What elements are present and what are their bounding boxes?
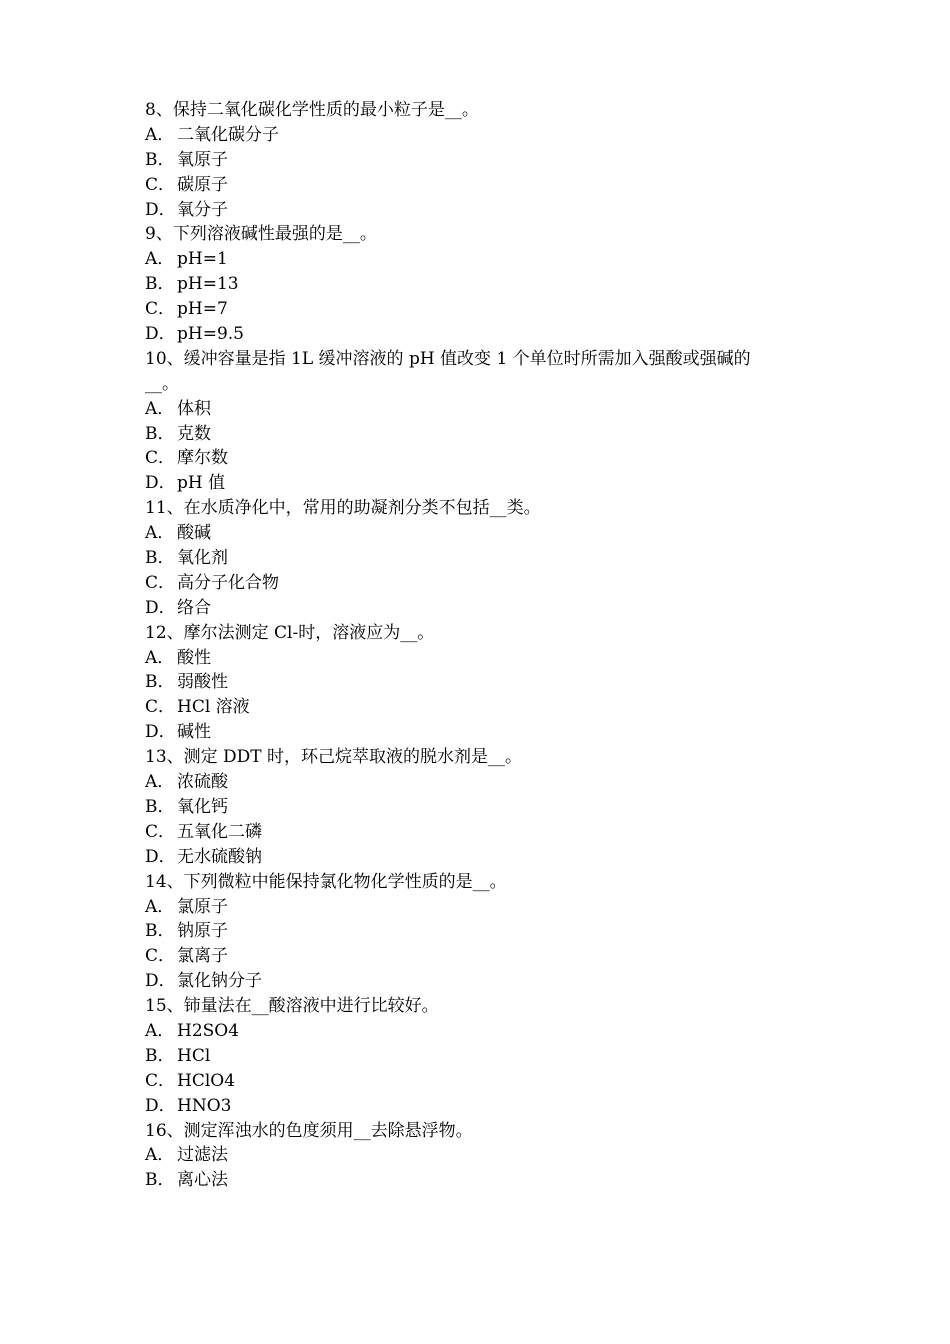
- question-stem: 12、摩尔法测定 Cl-时，溶液应为__。: [145, 622, 435, 643]
- option-letter: D．: [145, 1095, 176, 1116]
- option-letter: A．: [145, 398, 175, 419]
- option-text: pH=7: [177, 299, 228, 320]
- option-letter: C．: [145, 448, 176, 469]
- answer-option: [145, 471, 815, 496]
- option-text: H2SO4: [177, 1020, 240, 1041]
- answer-option: [145, 173, 815, 198]
- option-text: 氯离子: [177, 946, 228, 967]
- option-text: pH=1: [177, 249, 228, 270]
- option-letter: B．: [145, 1170, 175, 1191]
- option-text: 碳原子: [177, 174, 228, 195]
- option-letter: A．: [145, 249, 175, 270]
- option-text: 酸性: [177, 647, 211, 668]
- option-text: pH=13: [177, 274, 239, 295]
- option-text: 氧化剂: [177, 548, 228, 569]
- answer-option: [145, 596, 815, 621]
- option-text: pH=9.5: [177, 324, 244, 345]
- option-letter: C．: [145, 697, 176, 718]
- answer-option: [145, 1143, 815, 1168]
- answer-option: [145, 1044, 815, 1069]
- answer-option: [145, 521, 815, 546]
- option-letter: A．: [145, 1020, 175, 1041]
- option-letter: B．: [145, 1045, 175, 1066]
- answer-option: [145, 845, 815, 870]
- answer-option: [145, 820, 815, 845]
- option-letter: A．: [145, 1145, 175, 1166]
- option-letter: A．: [145, 124, 175, 145]
- answer-option: [145, 770, 815, 795]
- option-letter: C．: [145, 946, 176, 967]
- answer-option: [145, 446, 815, 471]
- answer-option: [145, 720, 815, 745]
- answer-option: [145, 670, 815, 695]
- answer-option: [145, 272, 815, 297]
- option-letter: D．: [145, 473, 176, 494]
- option-text: HCl: [177, 1045, 211, 1066]
- answer-option: [145, 198, 815, 223]
- option-text: 酸碱: [177, 523, 211, 544]
- option-text: 氧原子: [177, 149, 228, 170]
- option-text: 钠原子: [177, 921, 228, 942]
- question-stem-continued: __。: [145, 373, 179, 394]
- option-letter: D．: [145, 324, 176, 345]
- option-text: 离心法: [177, 1170, 228, 1191]
- option-letter: A．: [145, 896, 175, 917]
- option-text: HNO3: [177, 1095, 232, 1116]
- answer-option: [145, 422, 815, 447]
- answer-option: [145, 895, 815, 920]
- question-stem: 11、在水质净化中，常用的助凝剂分类不包括__类。: [145, 498, 541, 519]
- option-letter: B．: [145, 921, 175, 942]
- answer-option: [145, 1069, 815, 1094]
- option-letter: B．: [145, 672, 175, 693]
- option-letter: D．: [145, 597, 176, 618]
- answer-option: [145, 646, 815, 671]
- option-letter: C．: [145, 572, 176, 593]
- answer-option: [145, 695, 815, 720]
- option-text: 氯化钠分子: [177, 971, 262, 992]
- option-letter: C．: [145, 821, 176, 842]
- answer-option: [145, 148, 815, 173]
- option-text: 摩尔数: [177, 448, 228, 469]
- option-letter: B．: [145, 423, 175, 444]
- option-text: 高分子化合物: [177, 572, 279, 593]
- option-text: 二氧化碳分子: [177, 124, 279, 145]
- answer-option: [145, 795, 815, 820]
- answer-option: [145, 944, 815, 969]
- answer-option: [145, 1168, 815, 1193]
- option-text: 浓硫酸: [177, 772, 228, 793]
- question-stem: 13、测定 DDT 时，环己烷萃取液的脱水剂是__。: [145, 747, 523, 768]
- option-letter: B．: [145, 149, 175, 170]
- question-stem: 9、下列溶液碱性最强的是__。: [145, 224, 377, 245]
- option-letter: C．: [145, 299, 176, 320]
- option-text: 五氧化二磷: [177, 821, 262, 842]
- option-text: 体积: [177, 398, 211, 419]
- question-stem: 15、铈量法在__酸溶液中进行比较好。: [145, 996, 439, 1017]
- option-text: 无水硫酸钠: [177, 846, 262, 867]
- answer-option: [145, 546, 815, 571]
- option-text: 氧化钙: [177, 796, 228, 817]
- answer-option: [145, 397, 815, 422]
- option-letter: D．: [145, 971, 176, 992]
- answer-option: [145, 1094, 815, 1119]
- answer-option: [145, 247, 815, 272]
- option-text: 碱性: [177, 722, 211, 743]
- option-letter: D．: [145, 199, 176, 220]
- answer-option: [145, 571, 815, 596]
- question-list: [145, 98, 815, 1193]
- option-text: 氧分子: [177, 199, 228, 220]
- option-letter: A．: [145, 772, 175, 793]
- question-stem: 10、缓冲容量是指 1L 缓冲溶液的 pH 值改变 1 个单位时所需加入强酸或强碱的: [145, 348, 751, 369]
- option-text: HClO4: [177, 1070, 236, 1091]
- option-letter: A．: [145, 647, 175, 668]
- answer-option: [145, 322, 815, 347]
- option-text: 弱酸性: [177, 672, 228, 693]
- option-text: 克数: [177, 423, 211, 444]
- option-letter: C．: [145, 1070, 176, 1091]
- option-text: 氯原子: [177, 896, 228, 917]
- option-letter: A．: [145, 523, 175, 544]
- answer-option: [145, 297, 815, 322]
- option-text: pH 值: [177, 473, 226, 494]
- answer-option: [145, 123, 815, 148]
- answer-option: [145, 919, 815, 944]
- option-text: HCl 溶液: [177, 697, 250, 718]
- option-text: 过滤法: [177, 1145, 228, 1166]
- answer-option: [145, 969, 815, 994]
- answer-option: [145, 1019, 815, 1044]
- option-letter: B．: [145, 274, 175, 295]
- option-letter: B．: [145, 548, 175, 569]
- option-letter: D．: [145, 722, 176, 743]
- question-stem: 16、测定浑浊水的色度须用__去除悬浮物。: [145, 1120, 473, 1141]
- option-letter: C．: [145, 174, 176, 195]
- question-stem: 14、下列微粒中能保持氯化物化学性质的是__。: [145, 871, 507, 892]
- option-letter: D．: [145, 846, 176, 867]
- option-letter: B．: [145, 796, 175, 817]
- option-text: 络合: [177, 597, 211, 618]
- question-stem: 8、保持二氧化碳化学性质的最小粒子是__。: [145, 100, 479, 120]
